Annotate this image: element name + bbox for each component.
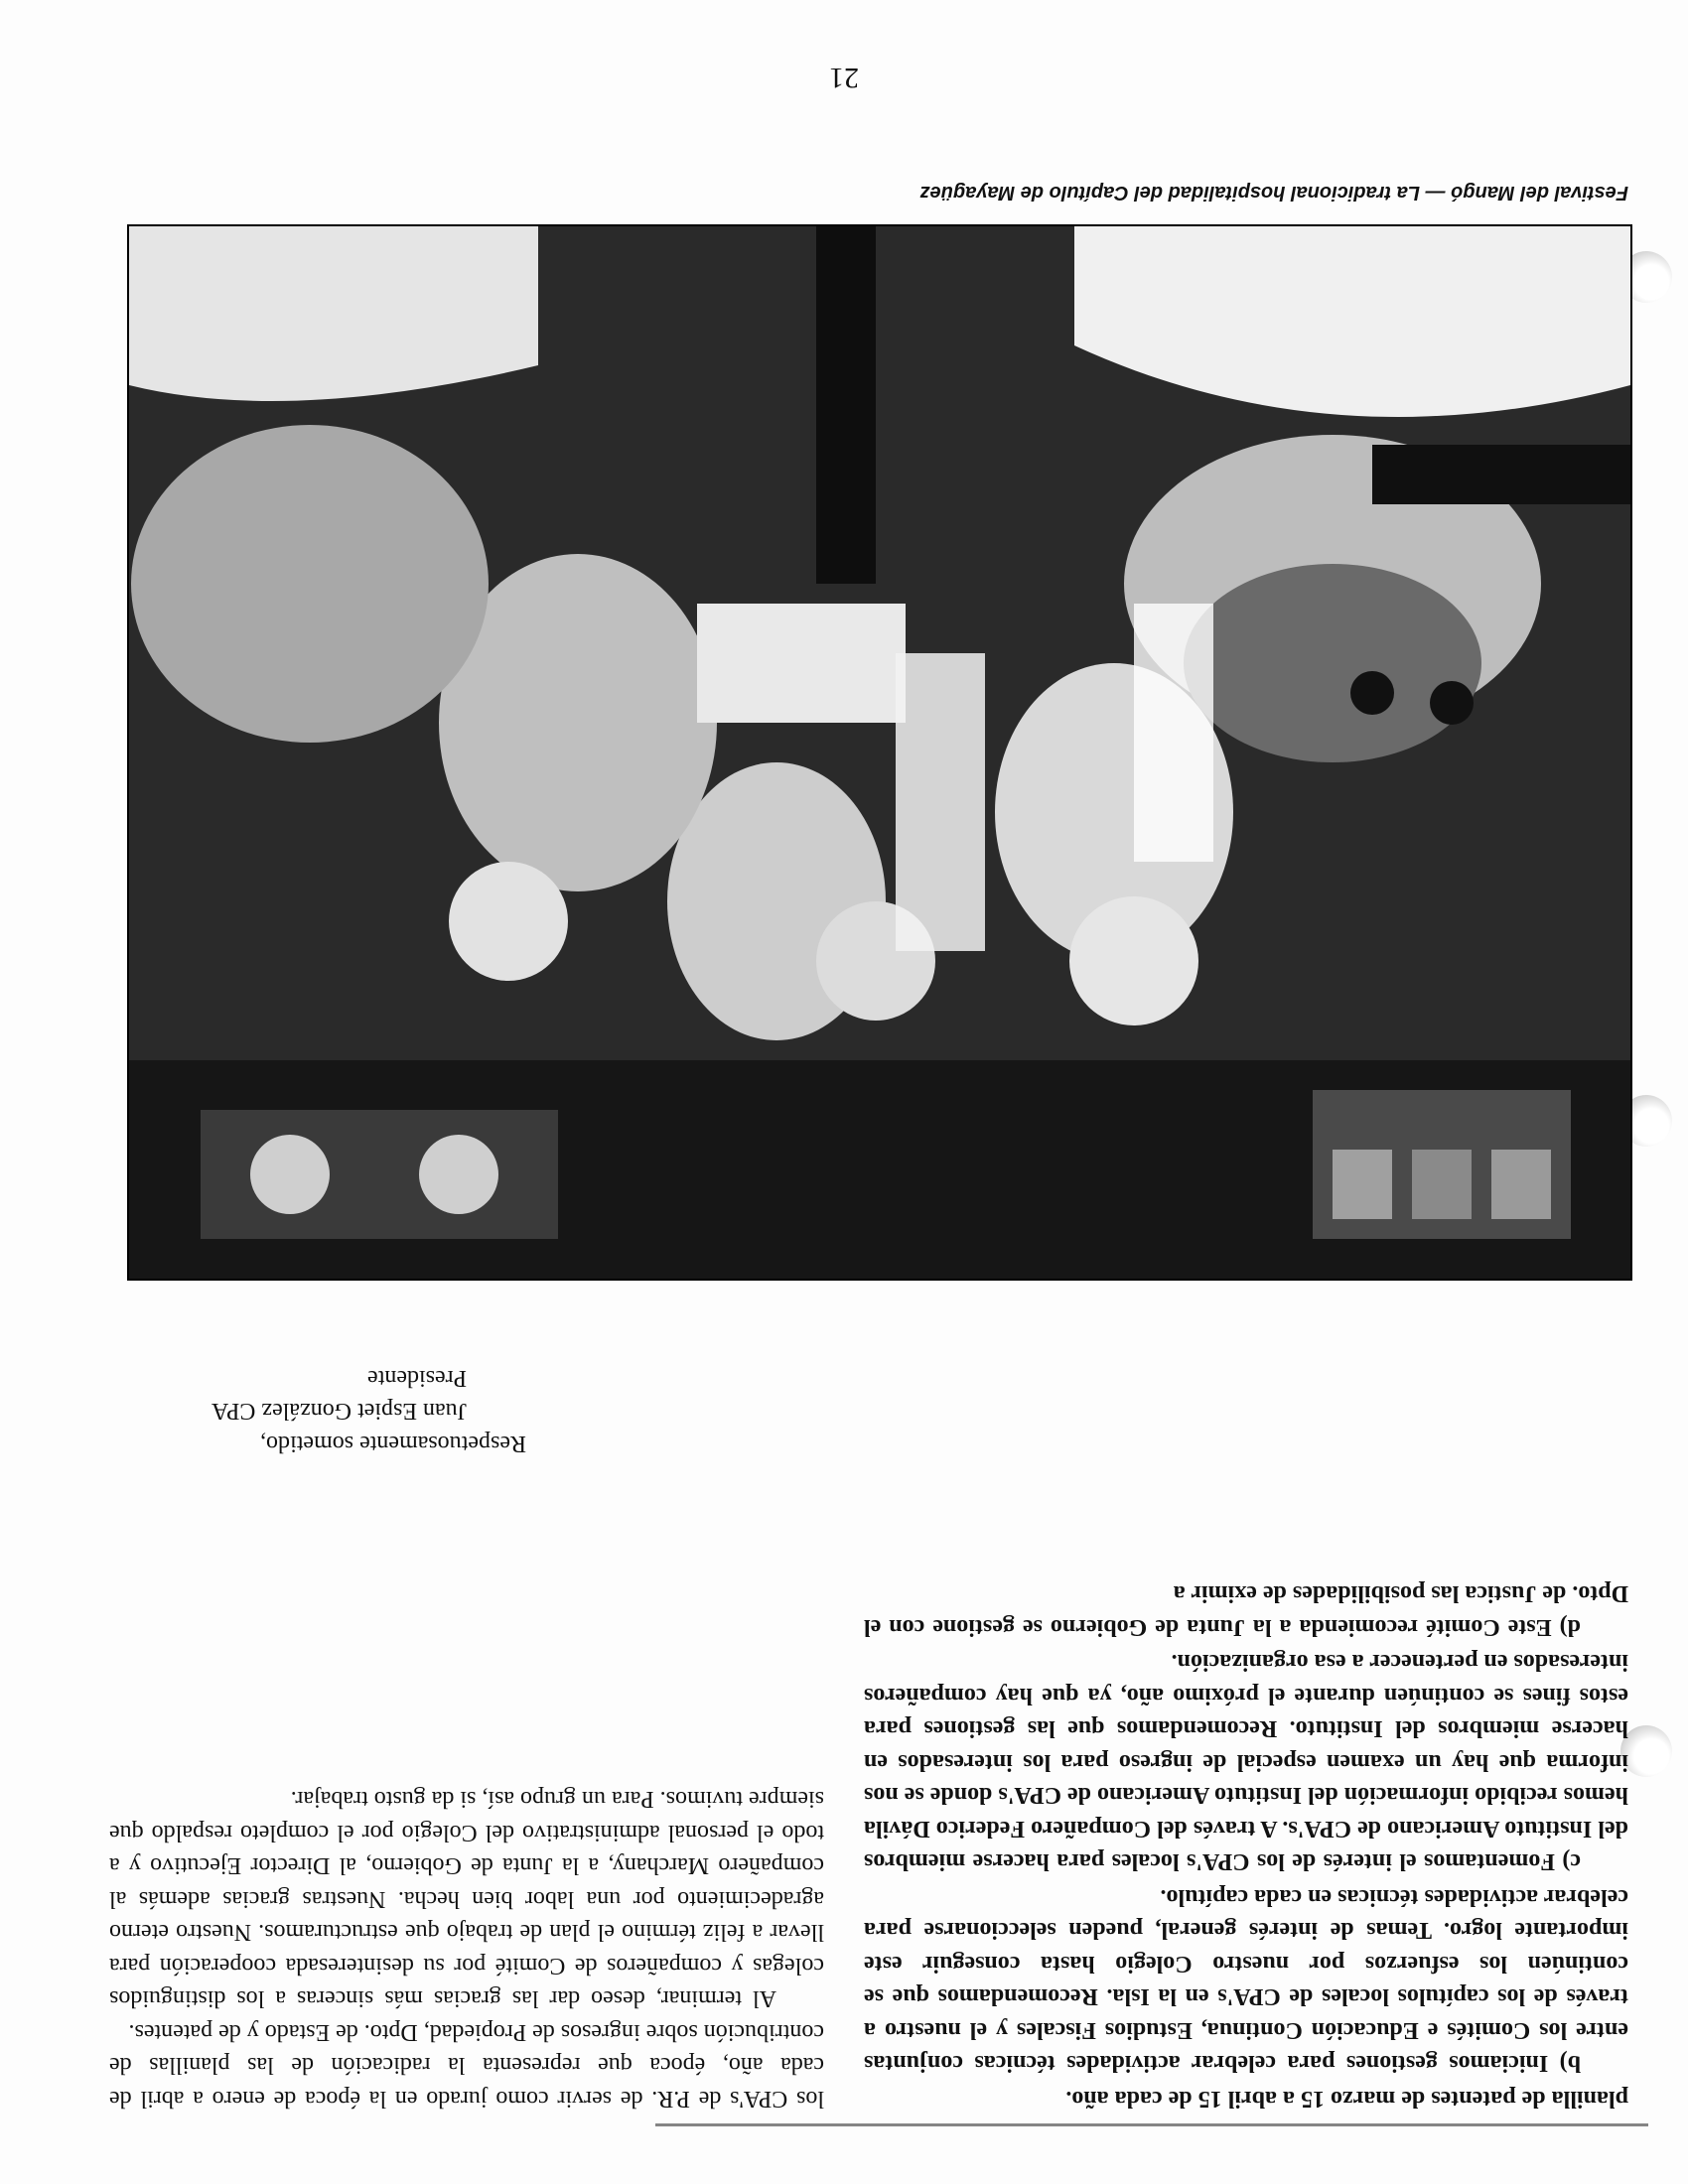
left-paragraph-d: d) Este Comité recomienda a la Junta de Gobierno se gestione con el Dpto. de Justica las posibilidades de eximir a: [864, 1580, 1628, 1640]
right-column: [109, 1782, 824, 2115]
photo-image: [129, 226, 1630, 1279]
right-paragraph-1: los CPA's de P.R. de servir como jurado en la época de enero a abril de cada año, época que representa la radicación de las planillas de contribución sobre ingresos de Propiedad, Dpto. de Estado y de patentes.: [109, 2019, 824, 2112]
signature-name: Juan Espiet González CPA: [211, 1398, 467, 1424]
signature-title: Presidente: [367, 1365, 467, 1391]
page-rule: [655, 2123, 1648, 2126]
signature-closing: Respetuosamente sometido,: [260, 1431, 526, 1456]
left-column: [864, 1576, 1628, 2115]
photo-caption: Festival del Mangó — La tradicional hospitalidad del Capítulo de Mayagüez: [919, 182, 1628, 204]
event-photo: [127, 224, 1632, 1281]
page-number: 21: [829, 62, 859, 94]
left-paragraph-1: planilla de patentes de marzo 15 a abril 15 de cada año.: [1065, 2086, 1628, 2112]
left-paragraph-c: c) Fomentamos el interés de los CPA's locales para hacerse miembros del Instituto Americano de CPA's. A través del Compañero Federico Dávila hemos recibido información del Instituto Americano de CPA's donde se nos informa que hay un examen especial de ingreso para los interesados en hacerse miembros del Instituto. Recomendamos que las gestiones para estos fines se continúen durante el próximo año, ya que hay compañeros interesados en pertenecer a esa organización.: [864, 1649, 1628, 1875]
signature-block: [70, 1361, 526, 1459]
left-paragraph-b: b) Iniciamos gestiones para celebrar actividades técnicas conjuntas entre los Comités e Educación Continua, Estudios Fiscales y el nuestro a través de los capítulos locales de CPA's en la Isla. Recomendamos que se continúen los esfuerzos por nuestro Colegio hasta conseguir este importante logro. Temas de interés general, pueden seleccionarse para celebrar actividades técnicas en cada capítulo.: [864, 1884, 1628, 2077]
right-paragraph-2: Al terminar, deseo dar las gracias más sinceras a los distinguidos colegas y compañeros de Comité por su desinteresada cooperación para llevar a feliz término el plan de trabajo que estructuramos. Nuestro eterno agradecimiento por una labor bien hecha. Nuestras gracias además al compañero Marchany, a la Junta de Gobierno, al Director Ejecutivo y a todo el personal administrativo del Colegio por el completo respaldo que siempre tuvimos. Para un grupo así, si da gusto trabajar.: [109, 1786, 824, 2012]
